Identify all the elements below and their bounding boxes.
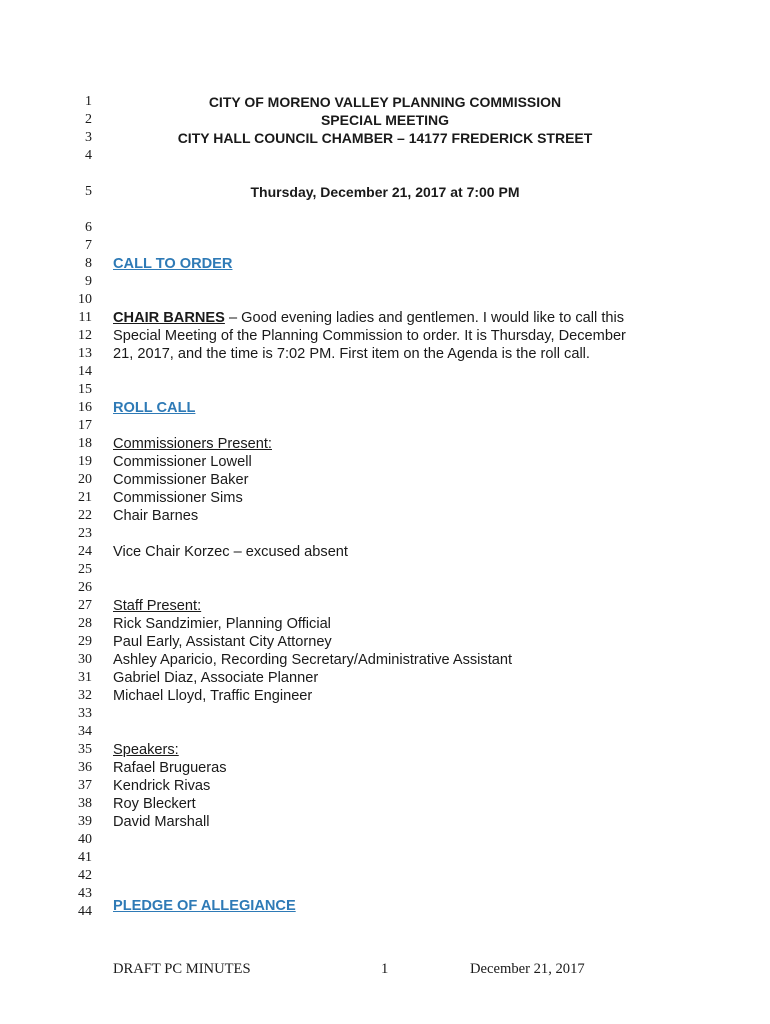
line-number: 19 bbox=[78, 454, 92, 469]
line-number: 33 bbox=[78, 706, 92, 721]
call-to-order-line-1 bbox=[113, 309, 624, 327]
line-number: 26 bbox=[78, 580, 92, 595]
document-subtitle: SPECIAL MEETING bbox=[320, 112, 450, 128]
line-number: 28 bbox=[78, 616, 92, 631]
call-to-order-heading: CALL TO ORDER bbox=[113, 256, 233, 272]
line-number: 40 bbox=[78, 832, 92, 847]
line-number: 31 bbox=[78, 670, 92, 685]
list-item: David Marshall bbox=[113, 814, 210, 830]
line-number: 7 bbox=[85, 238, 92, 253]
meeting-date: Thursday, December 21, 2017 at 7:00 PM bbox=[250, 184, 520, 200]
list-item: Chair Barnes bbox=[113, 508, 199, 524]
line-number: 25 bbox=[78, 562, 92, 577]
document-title: CITY OF MORENO VALLEY PLANNING COMMISSION bbox=[208, 94, 562, 110]
list-item: Kendrick Rivas bbox=[113, 778, 211, 794]
pledge-heading: PLEDGE OF ALLEGIANCE bbox=[113, 898, 296, 914]
list-item: Roy Bleckert bbox=[113, 796, 196, 812]
line-number: 37 bbox=[78, 778, 92, 793]
line-number: 17 bbox=[78, 418, 92, 433]
list-item: Commissioner Lowell bbox=[113, 454, 252, 470]
line-number: 2 bbox=[85, 112, 92, 127]
line-number: 35 bbox=[78, 742, 92, 757]
line-number: 1 bbox=[85, 94, 92, 109]
line-number: 44 bbox=[78, 904, 92, 919]
line-number: 9 bbox=[85, 274, 92, 289]
line-number: 43 bbox=[78, 886, 92, 901]
roll-call-heading: ROLL CALL bbox=[113, 400, 196, 416]
line-number: 14 bbox=[78, 364, 92, 379]
line-number: 4 bbox=[85, 148, 92, 163]
footer-title: DRAFT PC MINUTES bbox=[113, 961, 251, 977]
line-number: 20 bbox=[78, 472, 92, 487]
line-number: 32 bbox=[78, 688, 92, 703]
line-number: 29 bbox=[78, 634, 92, 649]
list-item: Michael Lloyd, Traffic Engineer bbox=[113, 688, 313, 704]
speakers-label: Speakers: bbox=[113, 742, 179, 758]
line-number: 34 bbox=[78, 724, 92, 739]
list-item: Commissioner Sims bbox=[113, 490, 243, 506]
line-number: 41 bbox=[78, 850, 92, 865]
call-to-order-text: – Good evening ladies and gentlemen. I would like to call this bbox=[224, 310, 625, 326]
line-number: 39 bbox=[78, 814, 92, 829]
line-number: 12 bbox=[78, 328, 92, 343]
list-item: Rafael Brugueras bbox=[113, 760, 227, 776]
speaker-name: CHAIR BARNES bbox=[113, 310, 225, 326]
line-number: 5 bbox=[85, 184, 92, 199]
commissioners-present-label: Commissioners Present: bbox=[113, 436, 272, 452]
call-to-order-line-3: 21, 2017, and the time is 7:02 PM. First item on the Agenda is the roll call. bbox=[113, 346, 590, 362]
staff-present-label: Staff Present: bbox=[113, 598, 202, 614]
meeting-location: CITY HALL COUNCIL CHAMBER – 14177 FREDERICK STREET bbox=[177, 130, 593, 146]
line-number: 23 bbox=[78, 526, 92, 541]
line-number: 15 bbox=[78, 382, 92, 397]
line-number: 3 bbox=[85, 130, 92, 145]
call-to-order-line-2: Special Meeting of the Planning Commission to order. It is Thursday, December bbox=[113, 328, 626, 344]
absent-note: Vice Chair Korzec – excused absent bbox=[113, 544, 348, 560]
list-item: Paul Early, Assistant City Attorney bbox=[113, 634, 332, 650]
line-number: 21 bbox=[78, 490, 92, 505]
line-number: 30 bbox=[78, 652, 92, 667]
line-number: 42 bbox=[78, 868, 92, 883]
line-number: 6 bbox=[85, 220, 92, 235]
line-number: 16 bbox=[78, 400, 92, 415]
line-number: 24 bbox=[78, 544, 92, 559]
list-item: Commissioner Baker bbox=[113, 472, 249, 488]
line-number: 38 bbox=[78, 796, 92, 811]
line-number: 22 bbox=[78, 508, 92, 523]
list-item: Gabriel Diaz, Associate Planner bbox=[113, 670, 319, 686]
line-number: 27 bbox=[78, 598, 92, 613]
page-number: 1 bbox=[381, 961, 389, 977]
line-number: 18 bbox=[78, 436, 92, 451]
line-number: 13 bbox=[78, 346, 92, 361]
list-item: Ashley Aparicio, Recording Secretary/Administrative Assistant bbox=[113, 652, 513, 668]
footer-date: December 21, 2017 bbox=[470, 961, 585, 977]
line-number: 36 bbox=[78, 760, 92, 775]
line-number: 11 bbox=[78, 310, 92, 325]
line-number: 8 bbox=[85, 256, 92, 271]
list-item: Rick Sandzimier, Planning Official bbox=[113, 616, 331, 632]
line-number: 10 bbox=[78, 292, 92, 307]
